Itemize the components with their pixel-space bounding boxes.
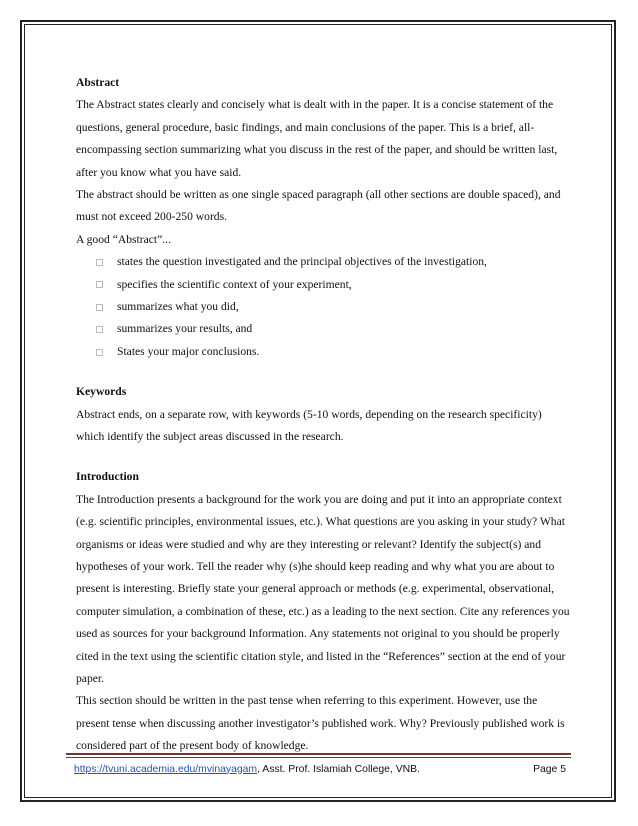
list-item: States your major conclusions. xyxy=(76,341,572,363)
list-item: states the question investigated and the principal objectives of the investigation, xyxy=(76,251,572,273)
checkbox-bullet-icon xyxy=(96,304,103,311)
abstract-spacing-paragraph: The abstract should be written as one single spaced paragraph (all other sections are double spaced), and must not exceed 200-250 words. xyxy=(76,188,561,224)
checkbox-bullet-icon xyxy=(96,349,103,356)
introduction-paragraph: The Introduction presents a background for the work you are doing and put it into an appropriate context (e.g. scientific principles, environmental issues, etc.). What questions are you asking in your study? What organisms or ideas were studied and why are they interesting or relevant? Identify the subject(s) and hypotheses of your work. Tell the reader why (s)he should keep reading and why what you are about to present is interesting. Briefly state your general approach or methods (e.g. experimental, observational, computer simulation, a combination of these, etc.) as a leading to the next section. Cite any references you used as sources for your background Information. Any statements not original to you should be properly cited in the text using the scientific citation style, and listed in the “References” section at the end of your paper. xyxy=(76,492,570,686)
introduction-heading: Introduction xyxy=(76,470,139,484)
keywords-heading: Keywords xyxy=(76,385,127,399)
list-item: specifies the scientific context of your experiment, xyxy=(76,274,572,296)
page-content xyxy=(76,72,572,758)
page-footer xyxy=(74,761,566,777)
abstract-heading: Abstract xyxy=(76,76,120,89)
keywords-paragraph: Abstract ends, on a separate row, with keywords (5-10 words, depending on the research specificity) which identify the subject areas discussed in the research. xyxy=(76,407,542,444)
abstract-paragraph: The Abstract states clearly and concisely what is dealt with in the paper. It is a concise statement of the questions, general procedure, basic findings, and main conclusions of the paper. This is a brief, all-encompassing section summarizing what you discuss in the rest of the paper, and should be written last, after you know what you have said. xyxy=(76,98,558,179)
list-item: summarizes what you did, xyxy=(76,296,572,318)
footer-divider-thin xyxy=(66,757,571,758)
checkbox-bullet-icon xyxy=(96,259,103,266)
list-item: summarizes your results, and xyxy=(76,318,572,340)
footer-divider xyxy=(66,753,571,755)
page-number: Page 5 xyxy=(533,763,566,775)
abstract-bullet-list xyxy=(76,251,572,363)
academia-profile-link[interactable]: https://tvuni.academia.edu/mvinayagam xyxy=(74,763,258,775)
good-abstract-intro: A good “Abstract”... xyxy=(76,232,171,246)
footer-author: , Asst. Prof. Islamiah College, VNB. xyxy=(257,763,420,775)
footer-credit xyxy=(74,764,420,775)
checkbox-bullet-icon xyxy=(96,326,103,333)
introduction-tense-paragraph: This section should be written in the past tense when referring to this experiment. However, use the present tense when discussing another investigator’s published work. Why? Previously published work is considered part of the present body of knowledge. xyxy=(76,694,565,753)
checkbox-bullet-icon xyxy=(96,281,103,288)
